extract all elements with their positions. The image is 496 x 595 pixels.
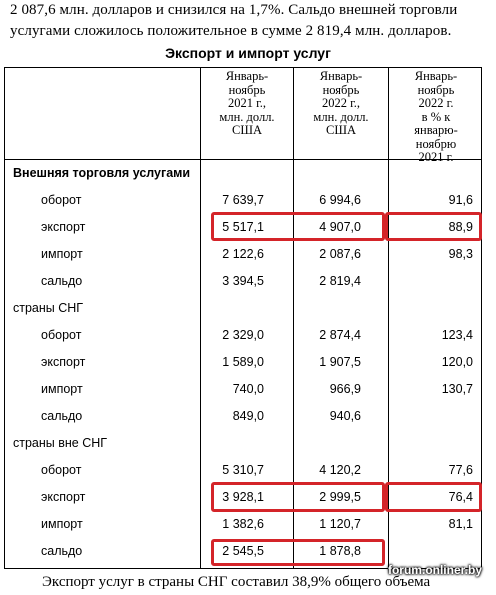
cell-2021: 2 545,5 xyxy=(222,544,264,558)
header-line: Январь- xyxy=(414,69,458,83)
cell-percent: 91,6 xyxy=(448,193,473,207)
cell-2022: 2 819,4 xyxy=(319,274,361,288)
outro-paragraph: Экспорт услуг в страны СНГ составил 38,9% общего объема xyxy=(42,574,431,590)
cell-2022: 1 120,7 xyxy=(319,517,361,531)
table-row xyxy=(5,511,483,538)
table-title: Экспорт и импорт услуг xyxy=(165,45,331,61)
cell-2021: 7 639,7 xyxy=(222,193,264,207)
cell-2022: 940,6 xyxy=(329,409,361,423)
table-row xyxy=(5,295,483,322)
cell-2021: 1 589,0 xyxy=(222,355,264,369)
highlight-box xyxy=(211,482,385,512)
header-line: 2022 г., xyxy=(321,96,361,110)
row-label: сальдо xyxy=(41,274,83,288)
cell-percent: 76,4 xyxy=(448,490,473,504)
cell-2021: 2 122,6 xyxy=(222,247,264,261)
header-line: ноябрь xyxy=(322,82,360,97)
row-label: импорт xyxy=(41,382,83,396)
header-line: ноябрю xyxy=(415,136,457,151)
header-line: 2021 г. xyxy=(418,150,454,164)
header-line: 2022 г. xyxy=(418,96,454,110)
cell-2022: 2 874,4 xyxy=(319,328,361,342)
cell-2022: 6 994,6 xyxy=(319,193,361,207)
cell-2021: 1 382,6 xyxy=(222,517,264,531)
cell-percent: 130,7 xyxy=(441,382,473,396)
cell-2022: 4 907,0 xyxy=(319,220,361,234)
header-line: США xyxy=(326,123,356,137)
cell-2022: 2 087,6 xyxy=(319,247,361,261)
cell-percent: 77,6 xyxy=(448,463,473,477)
table-row xyxy=(5,376,483,403)
cell-percent: 81,1 xyxy=(448,517,473,531)
cell-2021: 849,0 xyxy=(232,409,264,423)
cell-2022: 1 878,8 xyxy=(319,544,361,558)
row-label: экспорт xyxy=(41,220,86,234)
cell-percent: 120,0 xyxy=(441,355,473,369)
table-row xyxy=(5,187,483,214)
row-label: импорт xyxy=(41,517,83,531)
highlight-box xyxy=(211,212,385,241)
cell-percent: 123,4 xyxy=(441,328,473,342)
header-line: ноябрь xyxy=(228,82,266,97)
cell-percent: 98,3 xyxy=(448,247,473,261)
header-line: ноябрь xyxy=(417,82,455,97)
row-label: импорт xyxy=(41,247,83,261)
row-label: страны вне СНГ xyxy=(13,436,108,450)
row-label: оборот xyxy=(41,193,82,207)
header-line: январю- xyxy=(414,123,458,137)
row-label: сальдо xyxy=(41,544,83,558)
header-col-percent xyxy=(389,70,483,165)
header-line: Январь- xyxy=(319,69,363,83)
header-col-2022 xyxy=(294,70,388,138)
table-row xyxy=(5,349,483,376)
cell-2021: 3 928,1 xyxy=(222,490,264,504)
table-row xyxy=(5,403,483,430)
header-line: Январь- xyxy=(225,69,269,83)
header-line: США xyxy=(232,123,262,137)
row-label: страны СНГ xyxy=(13,301,84,315)
intro-line: 2 087,6 млн. долларов и снизился на 1,7%. Сальдо внешней торговли xyxy=(10,2,458,18)
row-label: сальдо xyxy=(41,409,83,423)
cell-2021: 5 310,7 xyxy=(222,463,264,477)
table-row xyxy=(5,457,483,484)
row-label: оборот xyxy=(41,328,82,342)
cell-2022: 2 999,5 xyxy=(319,490,361,504)
header-col-2021 xyxy=(201,70,293,138)
table-row xyxy=(5,268,483,295)
header-line: 2021 г., xyxy=(227,96,267,110)
row-label: экспорт xyxy=(41,490,86,504)
table-row xyxy=(5,322,483,349)
table-row xyxy=(5,160,483,187)
header-line: в % к xyxy=(421,109,451,124)
cell-percent: 88,9 xyxy=(448,220,473,234)
row-label: оборот xyxy=(41,463,82,477)
services-table xyxy=(4,67,482,569)
row-label: Внешняя торговля услугами xyxy=(13,166,191,180)
table-row xyxy=(5,241,483,268)
cell-2021: 5 517,1 xyxy=(222,220,264,234)
header-line: млн. долл. xyxy=(219,109,275,124)
intro-line: услугами сложилось положительное в сумме 2 819,4 млн. долларов. xyxy=(10,23,452,39)
cell-2022: 966,9 xyxy=(329,382,361,396)
intro-paragraph xyxy=(10,0,480,42)
watermark: forum.onliner.by xyxy=(387,563,482,577)
cell-2021: 740,0 xyxy=(232,382,264,396)
cell-2022: 1 907,5 xyxy=(319,355,361,369)
header-line: млн. долл. xyxy=(313,109,369,124)
cell-2022: 4 120,2 xyxy=(319,463,361,477)
row-label: экспорт xyxy=(41,355,86,369)
table-row xyxy=(5,430,483,457)
cell-2021: 2 329,0 xyxy=(222,328,264,342)
highlight-box xyxy=(385,482,482,512)
highlight-box xyxy=(211,539,385,566)
highlight-box xyxy=(385,212,482,241)
cell-2021: 3 394,5 xyxy=(222,274,264,288)
